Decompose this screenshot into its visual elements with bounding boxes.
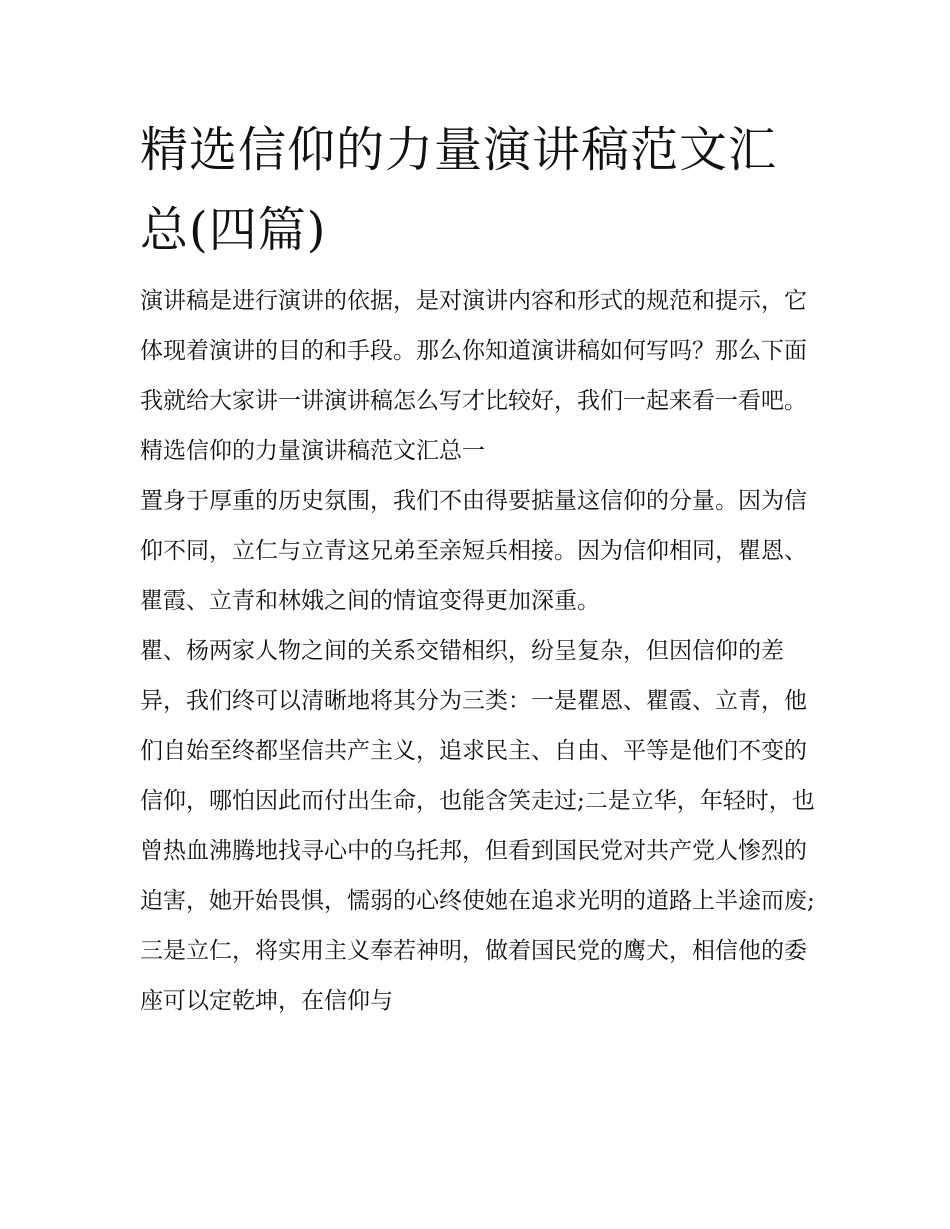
body-paragraph: 置身于厚重的历史氛围，我们不由得要掂量这信仰的分量。因为信仰不同，立仁与立青这兄弟至亲短兵相接。因为信仰相同，瞿恩、瞿霞、立青和林娥之间的情谊变得更加深重。 xyxy=(140,488,807,614)
document-title: 精选信仰的力量演讲稿范文汇总(四篇) xyxy=(140,122,778,258)
body-paragraph: 瞿、杨两家人物之间的关系交错相织，纷呈复杂，但因信仰的差异，我们终可以清晰地将其分为三类：一是瞿恩、瞿霞、立青，他们自始至终都坚信共产主义，追求民主、自由、平等是他们不变的信仰，哪怕因此而付出生命，也能含笑走过;二是立华，年轻时，也曾热血沸腾地找寻心中的乌托邦，但看到国民党对共产党人惨烈的迫害，她开始畏惧，懦弱的心终使她在追求光明的道路上半途而废;三是立仁，将实用主义奉若神明，做着国民党的鹰犬，相信他的委座可以定乾坤，在信仰与 xyxy=(140,638,815,1014)
document-body xyxy=(140,276,820,1026)
section-heading: 精选信仰的力量演讲稿范文汇总一 xyxy=(140,438,485,464)
intro-paragraph: 演讲稿是进行演讲的依据，是对演讲内容和形式的规范和提示，它体现着演讲的目的和手段。那么你知道演讲稿如何写吗？那么下面我就给大家讲一讲演讲稿怎么写才比较好，我们一起来看一看吧。 xyxy=(140,288,807,414)
